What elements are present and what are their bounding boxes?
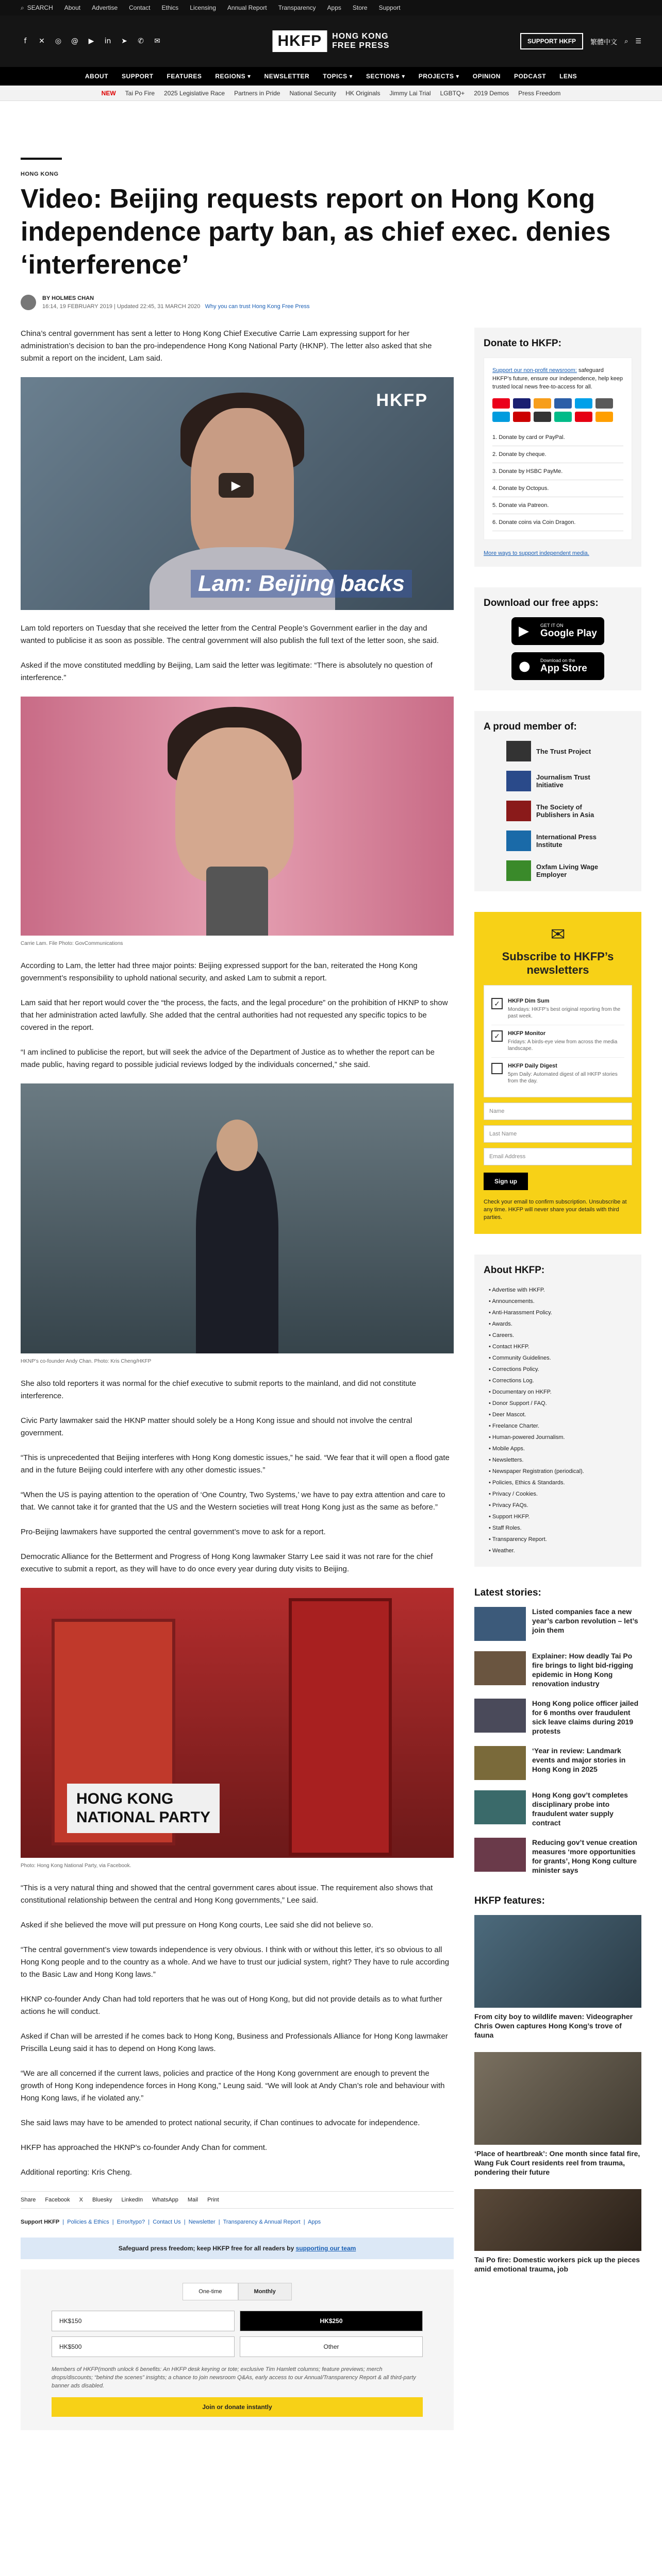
payment-card-icon: [534, 412, 551, 422]
newsletter-option[interactable]: [491, 1058, 624, 1090]
image-person: [196, 1145, 278, 1353]
story-title: ‘Year in review: Landmark events and major stories in Hong Kong in 2025: [532, 1747, 626, 1773]
image-face: [175, 727, 294, 882]
payment-card-icon: [492, 412, 510, 422]
logo-wordmark: HONG KONG FREE PRESS: [332, 32, 390, 50]
latest-stories: [474, 1587, 641, 1875]
memberships-heading: A proud member of:: [484, 721, 577, 732]
payment-card-icon: [492, 398, 510, 409]
membership-logo[interactable]: Journalism Trust Initiative: [506, 771, 609, 791]
paragraph: She also told reporters it was normal for the chief executive to submit reports to the mainland, and did not constitute interference.: [21, 1379, 417, 1400]
topbar-link-support[interactable]: Support: [378, 4, 401, 11]
share-mail[interactable]: Mail: [187, 2197, 198, 2203]
byline-text: [42, 295, 310, 310]
story-thumbnail: [474, 1651, 526, 1685]
about-link[interactable]: • Freelance Charter.: [489, 1420, 632, 1432]
donate-heading: Donate to HKFP:: [484, 338, 561, 349]
google-play-icon: ▶: [519, 623, 529, 639]
donate-options: [492, 429, 623, 531]
tab-monthly[interactable]: Monthly: [238, 2283, 292, 2300]
paragraph: “We are all concerned if the current laws, policies and practice of the Hong Kong government are enough to prevent the growth of Hong Kong independence forces in Hong Kong,” Leung said. “We will look at Andy Chan’s role and behaviour with Hong Kong laws, if he violated any.”: [21, 2069, 445, 2103]
article-image-andy-chan: [21, 1083, 454, 1353]
image-caption: HKNP’s co-founder Andy Chan. Photo: Kris Cheng/HKFP: [21, 1359, 152, 1364]
apps-heading: Download our free apps:: [484, 598, 599, 608]
payment-card-icon: [595, 412, 613, 422]
trust-project-icon: [506, 741, 531, 761]
sign-up-button[interactable]: Sign up: [484, 1173, 528, 1190]
app-buttons: [484, 617, 632, 680]
language-switch[interactable]: 繁體中文: [590, 38, 618, 46]
facebook-icon[interactable]: f: [24, 37, 27, 45]
about-link[interactable]: • Careers.: [489, 1330, 632, 1341]
footer-link[interactable]: Error/typo?: [117, 2219, 145, 2225]
whatsapp-icon[interactable]: ✆: [138, 37, 144, 45]
share-bar: [21, 2191, 454, 2209]
tab-one-time[interactable]: One-time: [183, 2283, 238, 2300]
jti-icon: [506, 771, 531, 791]
support-team-link[interactable]: supporting our team: [295, 2245, 356, 2252]
content-columns: [0, 328, 662, 2430]
newsletter-option-text: HKFP Dim Sum Mondays: HKFP’s best original reporting from the past week.: [508, 998, 621, 1019]
image-caption: Photo: Hong Kong National Party, via Facebook.: [21, 1863, 131, 1869]
payment-card-icon: [513, 398, 531, 409]
membership-logo[interactable]: The Society of Publishers in Asia: [506, 801, 609, 821]
ipi-icon: [506, 831, 531, 851]
checkbox-checked[interactable]: ✓: [491, 998, 503, 1009]
safeguard-banner: Safeguard press freedom; keep HKFP free for all readers by supporting our team: [21, 2238, 454, 2259]
features-panel: [474, 1895, 641, 2274]
about-link[interactable]: • Transparency Report.: [489, 1534, 632, 1545]
about-link[interactable]: • Privacy / Cookies.: [489, 1488, 632, 1500]
donate-option[interactable]: 5. Donate via Patreon.: [492, 497, 623, 514]
membership-logo[interactable]: Oxfam Living Wage Employer: [506, 860, 609, 881]
story-title: Hong Kong gov’t completes disciplinary probe into fraudulent water supply contract: [532, 1791, 628, 1827]
x-icon[interactable]: ✕: [39, 37, 45, 45]
paragraph: Pro-Beijing lawmakers have supported the central government’s move to ask for a report.: [21, 1528, 326, 1536]
about-link[interactable]: • Donor Support / FAQ.: [489, 1398, 632, 1409]
nav-opinion[interactable]: OPINION: [472, 73, 501, 80]
about-link[interactable]: • Deer Mascot.: [489, 1409, 632, 1420]
section-rule: [21, 158, 62, 160]
social-links: [21, 37, 162, 46]
trending-link[interactable]: Press Freedom: [518, 89, 561, 97]
more-ways-link[interactable]: More ways to support independent media.: [484, 550, 589, 556]
story-thumbnail: [474, 1607, 526, 1641]
story-title: Hong Kong police officer jailed for 6 months over fraudulent sick leave claims during 2019 protests: [532, 1699, 639, 1735]
story-thumbnail: [474, 1746, 526, 1780]
apple-icon: ●: [519, 658, 531, 674]
about-link[interactable]: • Staff Roles.: [489, 1522, 632, 1534]
nav-about[interactable]: ABOUT: [85, 73, 109, 80]
sidebar: [474, 328, 641, 2430]
donate-option[interactable]: 2. Donate by cheque.: [492, 446, 623, 463]
membership-logos: [484, 741, 632, 881]
video-title: Lam: Beijing backs: [191, 570, 412, 598]
paragraph: Additional reporting: Kris Cheng.: [21, 2168, 132, 2177]
trending-bar: [0, 86, 662, 101]
nav-sections[interactable]: SECTIONS ▾: [366, 73, 405, 80]
search-icon: ⌕: [21, 4, 24, 11]
about-link[interactable]: • Policies, Ethics & Standards.: [489, 1477, 632, 1488]
newsletter-option-text: HKFP Monitor Fridays: A birds-eye view from across the media landscape.: [508, 1030, 618, 1052]
donate-lead: Support our non-profit newsroom: safeguard HKFP’s future, ensure our independence, help keep trusted local news free-to-access for all.: [492, 367, 623, 390]
trending-link[interactable]: 2019 Demos: [474, 89, 509, 97]
image-podium: [206, 867, 268, 936]
article-body: [21, 328, 454, 2430]
paragraph: Lam said that her report would cover the “the process, the facts, and the legal procedure” on the prohibition of HKNP to show that her administration acted lawfully. She added that the central authorities had not requested any specific topics to be covered in the report.: [21, 998, 448, 1032]
about-link[interactable]: • Weather.: [489, 1545, 632, 1556]
feature-title[interactable]: ‘Place of heartbreak’: One month since fatal fire, Wang Fuk Court residents reel from trauma, pondering their future: [474, 2149, 640, 2176]
share-label: Share: [21, 2197, 36, 2203]
paragraph: She said laws may have to be amended to protect national security, if Chan continues to advocate for independence.: [21, 2119, 420, 2127]
donation-frequency: [52, 2283, 423, 2300]
author-name[interactable]: BY HOLMES CHAN: [42, 295, 94, 301]
about-link[interactable]: • Corrections Log.: [489, 1375, 632, 1386]
amount-option-selected[interactable]: HK$250: [240, 2311, 423, 2331]
donation-widget: [21, 2269, 454, 2430]
payment-card-icon: [513, 412, 531, 422]
footer-link[interactable]: Newsletter: [188, 2219, 216, 2225]
video-player[interactable]: [21, 377, 454, 610]
paragraph: “I am inclined to publicise the report, but will seek the advice of the Department of Justice as to whether the report can be made public, having regard to possible judicial reviews lodged by the individuals concerned,” she said.: [21, 1048, 435, 1069]
nav-topics[interactable]: TOPICS ▾: [323, 73, 353, 80]
donate-panel: [474, 328, 641, 567]
about-link[interactable]: • Contact HKFP.: [489, 1341, 632, 1352]
payment-card-icon: [575, 398, 592, 409]
membership-logo[interactable]: The Trust Project: [506, 741, 609, 761]
app-store-button[interactable]: ● Download on the App Store: [511, 652, 604, 680]
byline: [21, 295, 641, 310]
feature-image[interactable]: [474, 1915, 641, 2008]
site-logo[interactable]: [272, 30, 389, 52]
feature-image[interactable]: [474, 2189, 641, 2251]
paragraph: Asked if the move constituted meddling by Beijing, Lam said the letter was legitimate: “There is absolutely no question of interference.”: [21, 661, 433, 682]
paragraph: HKNP co-founder Andy Chan had told reporters that he was out of Hong Kong, but did not provide details as to what further actions he will conduct.: [21, 1995, 442, 2016]
telegram-icon[interactable]: ➤: [121, 37, 127, 45]
features-heading: HKFP features:: [474, 1895, 545, 1906]
share-whatsapp[interactable]: WhatsApp: [152, 2197, 178, 2203]
feature-title[interactable]: Tai Po fire: Domestic workers pick up the pieces amid emotional trauma, job: [474, 2256, 640, 2273]
top-utility-bar: [0, 0, 662, 15]
article-dates: 16:14, 19 FEBRUARY 2019 | Updated 22:45, 31 MARCH 2020 Why you can trust Hong Kong Free Press: [42, 303, 310, 310]
article-category[interactable]: HONG KONG: [21, 171, 59, 177]
play-icon[interactable]: ▶: [219, 473, 254, 498]
story-title: Explainer: How deadly Tai Po fire brings to light bid-rigging epidemic in Hong Kong renovation industry: [532, 1652, 633, 1688]
story-thumbnail: [474, 1838, 526, 1872]
about-link[interactable]: • Newsletters.: [489, 1454, 632, 1466]
topbar-link-advertise[interactable]: Advertise: [92, 4, 118, 11]
story-title: Listed companies face a new year’s carbon revolution – let’s join them: [532, 1607, 638, 1634]
about-list: [484, 1284, 632, 1556]
trending-link[interactable]: Tai Po Fire: [125, 89, 155, 97]
amount-option[interactable]: HK$150: [52, 2311, 235, 2331]
topbar-link-licensing[interactable]: Licensing: [190, 4, 216, 11]
image-sign: HONG KONG NATIONAL PARTY: [67, 1784, 220, 1833]
footer-link[interactable]: Policies & Ethics: [67, 2219, 109, 2225]
about-panel: [474, 1255, 641, 1567]
paragraph: Civic Party lawmaker said the HKNP matter should solely be a Hong Kong issue and should not involve the central government.: [21, 1416, 412, 1437]
newsletter-note: Check your email to confirm subscription. Unsubscribe at any time. HKFP will never share your details with third parties.: [484, 1199, 627, 1221]
newsletter-option-text: HKFP Daily Digest 5pm Daily: Automated digest of all HKFP stories from the day.: [508, 1063, 618, 1084]
about-link[interactable]: • Support HKFP.: [489, 1511, 632, 1522]
footer-links: Support HKFP | Policies & Ethics | Error/typo? | Contact Us | Newsletter | Transparency & Annual Report | Apps: [21, 2219, 321, 2225]
trust-link[interactable]: Why you can trust Hong Kong Free Press: [205, 303, 310, 310]
article-title: Video: Beijing requests report on Hong Kong independence party ban, as chief exec. denies ‘interference’: [21, 184, 611, 280]
trending-link[interactable]: National Security: [289, 89, 337, 97]
paragraph: Democratic Alliance for the Betterment and Progress of Hong Kong lawmaker Starry Lee said it was not rare for the chief executive to submit a report, as they will have to do once every year during duty visits to Beijing.: [21, 1552, 433, 1573]
topbar-link-store[interactable]: Store: [352, 4, 368, 11]
menu-icon[interactable]: ☰: [635, 37, 641, 45]
payment-cards: [492, 398, 623, 422]
author-avatar: [21, 295, 36, 310]
paragraph: HKFP has approached the HKNP’s co-founder Andy Chan for comment.: [21, 2143, 268, 2152]
checkbox-checked[interactable]: ✓: [491, 1030, 503, 1042]
first-name-field[interactable]: Name: [484, 1103, 632, 1120]
trending-link[interactable]: 2025 Legislative Race: [164, 89, 225, 97]
paragraph: “The central government’s view towards independence is very obvious. I think with or without this letter, it’s so obvious to all Hong Kong people and to the country as a whole. And we have to trust our judicial system, right? They have to rule according to the Basic Law and Hong Kong laws.”: [21, 1945, 450, 1979]
story-item[interactable]: [474, 1790, 641, 1827]
support-hkfp-link[interactable]: Support HKFP: [21, 2219, 60, 2225]
footer-link[interactable]: Contact Us: [153, 2219, 181, 2225]
story-thumbnail: [474, 1790, 526, 1824]
google-play-button[interactable]: ▶ GET IT ON Google Play: [511, 617, 604, 645]
story-item[interactable]: [474, 1607, 641, 1641]
nav-projects[interactable]: PROJECTS ▾: [418, 73, 459, 80]
membership-benefits: Members of HKFP(month unlock 6 benefits: An HKFP desk keyring or tote; exclusive Tim Hamlett columns; feature previews; merch drops/discounts; “behind the scenes” insights; a chance to join newsroom Q&As, early access to our Annual/Transparency Report & all third-party banner ads disabled.: [52, 2366, 416, 2389]
topbar-link-transparency[interactable]: Transparency: [278, 4, 316, 11]
article-header: [0, 171, 662, 310]
donate-panel-body: [484, 358, 632, 540]
newsletter-panel: [474, 912, 641, 1234]
paragraph: China’s central government has sent a letter to Hong Kong Chief Executive Carrie Lam expressing support for her administration’s decision to ban the pro-independence Hong Kong National Party (HKNP). The letter also asked that she submit a report on the incident, Lam said.: [21, 329, 432, 363]
nav-regions[interactable]: REGIONS ▾: [215, 73, 251, 80]
payment-card-icon: [595, 398, 613, 409]
story-item[interactable]: [474, 1838, 641, 1875]
article-image-carrie-lam: [21, 697, 454, 936]
donate-option[interactable]: 4. Donate by Octopus.: [492, 480, 623, 497]
sopa-icon: [506, 801, 531, 821]
footer-link[interactable]: Apps: [308, 2219, 321, 2225]
support-hkfp-button[interactable]: SUPPORT HKFP: [520, 33, 583, 49]
email-field[interactable]: Email Address: [484, 1148, 632, 1165]
new-badge: NEW: [101, 89, 116, 97]
about-link[interactable]: • Announcements.: [489, 1296, 632, 1307]
story-item[interactable]: [474, 1746, 641, 1780]
donate-option[interactable]: 6. Donate coins via Coin Dragon.: [492, 514, 623, 531]
newsletter-options: [484, 985, 632, 1097]
nav-support[interactable]: SUPPORT: [122, 73, 154, 80]
paragraph: “When the US is paying attention to the operation of ‘One Country, Two Systems,’ we have to pay extra attention and care to that. We cannot take it for granted that the US and the Western societies will treat Hong Kong just as the same as before.”: [21, 1490, 445, 1512]
share-facebook[interactable]: Facebook: [45, 2197, 70, 2203]
about-link[interactable]: • Human-powered Journalism.: [489, 1432, 632, 1443]
donate-option[interactable]: 3. Donate by HSBC PayMe.: [492, 463, 623, 480]
video-watermark: HKFP: [376, 391, 428, 410]
share-linkedin[interactable]: LinkedIn: [121, 2197, 143, 2203]
payment-card-icon: [554, 412, 572, 422]
latest-heading: Latest stories:: [474, 1587, 541, 1598]
topbar-link-contact[interactable]: Contact: [129, 4, 151, 11]
paragraph: “This is unprecedented that Beijing interferes with Hong Kong domestic issues,” he said. “We fear that it will open a flood gate and in the future Beijing could interfere with any other domestic issues.”: [21, 1453, 450, 1475]
about-link[interactable]: • Anti-Harassment Policy.: [489, 1307, 632, 1318]
about-link[interactable]: • Community Guidelines.: [489, 1352, 632, 1364]
about-link[interactable]: • Privacy FAQs.: [489, 1500, 632, 1511]
story-thumbnail: [474, 1699, 526, 1733]
paragraph: Lam told reporters on Tuesday that she received the letter from the Central People’s Government earlier in the day and wanted to publicise it as soon as possible. The central government will also publish the full text of the letter soon, she said.: [21, 624, 439, 645]
main-nav: [0, 67, 662, 86]
share-print[interactable]: Print: [207, 2197, 219, 2203]
site-header: [0, 15, 662, 67]
donate-option[interactable]: 1. Donate by card or PayPal.: [492, 429, 623, 446]
amount-option-other[interactable]: Other: [240, 2336, 423, 2357]
trending-link[interactable]: Partners in Pride: [234, 89, 280, 97]
paragraph: According to Lam, the letter had three major points: Beijing expressed support for the ban, reiterated the Hong Kong government’s responsibility to uphold national security, and asked Lam to submit a report.: [21, 961, 418, 982]
header-actions: [520, 33, 641, 49]
oxfam-icon: [506, 860, 531, 881]
about-link[interactable]: • Newspaper Registration (periodical).: [489, 1466, 632, 1477]
threads-icon[interactable]: @: [71, 37, 78, 45]
linkedin-icon[interactable]: in: [104, 37, 111, 45]
about-link[interactable]: • Corrections Policy.: [489, 1364, 632, 1375]
trending-link[interactable]: Jimmy Lai Trial: [389, 89, 431, 97]
mail-icon: ✉: [550, 924, 566, 945]
trending-link[interactable]: LGBTQ+: [440, 89, 465, 97]
about-link[interactable]: • Mobile Apps.: [489, 1443, 632, 1454]
donation-amounts: [52, 2311, 423, 2357]
feature-image[interactable]: [474, 2052, 641, 2145]
article-image-hknp: [21, 1588, 454, 1858]
paragraph: Asked if Chan will be arrested if he comes back to Hong Kong, Business and Professionals Alliance for Hong Kong lawmaker Priscilla Leung said it has to depend on Hong Kong laws.: [21, 2032, 448, 2053]
image-caption: Carrie Lam. File Photo: GovCommunications: [21, 941, 123, 946]
payment-card-icon: [554, 398, 572, 409]
join-donate-button[interactable]: Join or donate instantly: [52, 2397, 423, 2417]
payment-card-icon: [575, 412, 592, 422]
story-item[interactable]: [474, 1651, 641, 1688]
payment-card-icon: [534, 398, 551, 409]
nav-podcast[interactable]: PODCAST: [514, 73, 547, 80]
topbar-link-ethics[interactable]: Ethics: [161, 4, 179, 11]
image-banner-right: [289, 1598, 392, 1856]
topbar-link-about[interactable]: About: [64, 4, 81, 11]
newsletter-heading: Subscribe to HKFP’s newsletters: [502, 950, 614, 976]
about-link[interactable]: • Awards.: [489, 1318, 632, 1330]
search-link[interactable]: ⌕ SEARCH: [21, 4, 53, 11]
instagram-icon[interactable]: ◎: [55, 37, 62, 45]
amount-option[interactable]: HK$500: [52, 2336, 235, 2357]
story-item[interactable]: [474, 1699, 641, 1736]
apps-panel: [474, 587, 641, 690]
memberships-panel: [474, 711, 641, 891]
about-link[interactable]: • Documentary on HKFP.: [489, 1386, 632, 1398]
nav-newsletter[interactable]: NEWSLETTER: [264, 73, 310, 80]
nav-lens[interactable]: LENS: [559, 73, 577, 80]
topbar-link-apps[interactable]: Apps: [327, 4, 341, 11]
paragraph: Asked if she believed the move will put pressure on Hong Kong courts, Lee said she did not believe so.: [21, 1921, 373, 1929]
membership-logo[interactable]: International Press Institute: [506, 831, 609, 851]
about-heading: About HKFP:: [484, 1265, 545, 1276]
footer-link[interactable]: Transparency & Annual Report: [223, 2219, 301, 2225]
youtube-icon[interactable]: ▶: [88, 37, 94, 45]
newsletter-option[interactable]: [491, 993, 624, 1025]
last-name-field[interactable]: Last Name: [484, 1125, 632, 1143]
trending-link[interactable]: HK Originals: [345, 89, 380, 97]
search-icon[interactable]: ⌕: [624, 37, 628, 45]
image-head: [217, 1120, 258, 1171]
checkbox[interactable]: [491, 1063, 503, 1074]
feature-title[interactable]: From city boy to wildlife maven: Videographer Chris Owen captures Hong Kong’s trove of fauna: [474, 2012, 633, 2039]
topbar-link-annual-report[interactable]: Annual Report: [227, 4, 267, 11]
paragraph: “This is a very natural thing and showed that the central government cares about issue. The requirement also shows that constitutional relationship between the central and Hong Kong governments,” Lee said.: [21, 1884, 433, 1905]
story-title: Reducing gov’t venue creation measures ‘more opportunities for grants’, Hong Kong culture minister says: [532, 1838, 637, 1874]
share-x[interactable]: X: [79, 2197, 84, 2203]
about-link[interactable]: • Advertise with HKFP.: [489, 1284, 632, 1296]
nav-features[interactable]: FEATURES: [167, 73, 202, 80]
share-bluesky[interactable]: Bluesky: [92, 2197, 112, 2203]
newsletter-option[interactable]: [491, 1025, 624, 1058]
logo-mark: HKFP: [272, 30, 327, 52]
mail-icon[interactable]: ✉: [154, 37, 160, 45]
